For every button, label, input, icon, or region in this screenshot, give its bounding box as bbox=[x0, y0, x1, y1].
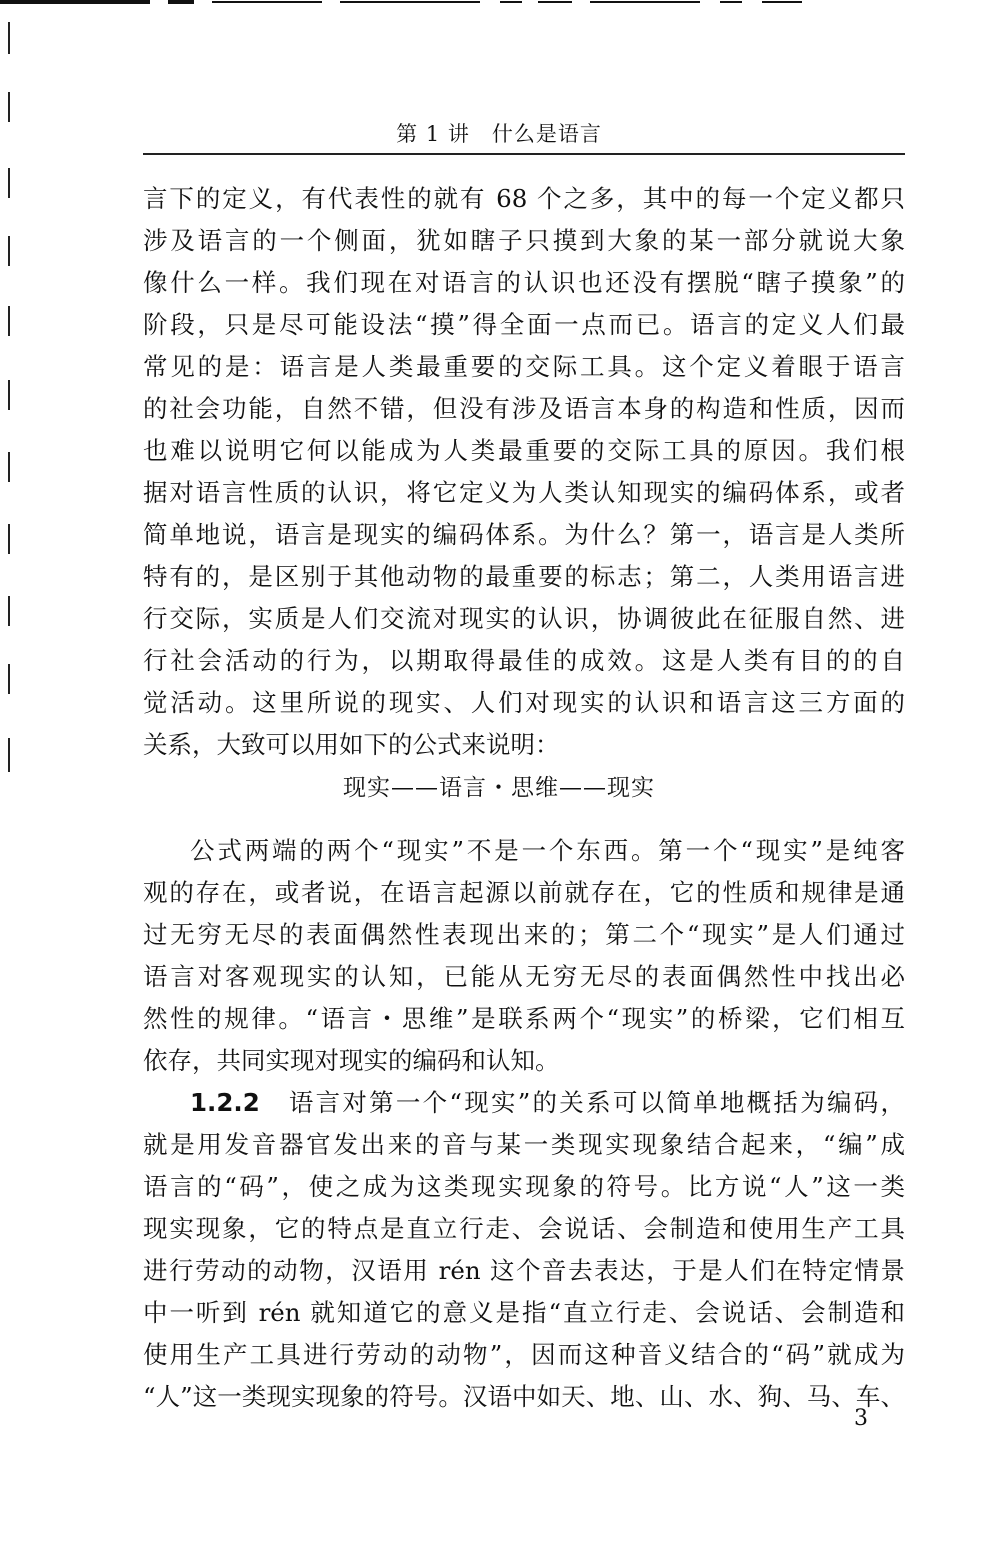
body-line: 中一听到 rén 就知道它的意义是指“直立行走、会说话、会制造和 bbox=[143, 1298, 905, 1327]
scan-edge-left bbox=[8, 236, 10, 266]
body-line: 然性的规律。“语言・思维”是联系两个“现实”的桥梁，它们相互 bbox=[143, 1004, 905, 1033]
body-line: 据对语言性质的认识，将它定义为人类认知现实的编码体系，或者 bbox=[143, 478, 905, 507]
body-line: 关系，大致可以用如下的公式来说明： bbox=[143, 730, 560, 759]
body-line: 觉活动。这里所说的现实、人们对现实的认识和语言这三方面的 bbox=[143, 688, 905, 717]
formula: 现实——语言・思维——现实 bbox=[343, 775, 655, 801]
body-line: 进行劳动的动物，汉语用 rén 这个音去表达，于是人们在特定情景 bbox=[143, 1256, 905, 1285]
body-line: 观的存在，或者说，在语言起源以前就存在，它的性质和规律是通 bbox=[143, 878, 905, 907]
body-line: 的社会功能，自然不错，但没有涉及语言本身的构造和性质，因而 bbox=[143, 394, 905, 423]
section-number: 1.2.2 bbox=[190, 1088, 260, 1117]
body-line: 言下的定义，有代表性的就有 68 个之多，其中的每一个定义都只 bbox=[143, 184, 905, 213]
scan-edge-left bbox=[8, 380, 10, 410]
scan-edge-left bbox=[8, 524, 10, 554]
body-line: 行交际，实质是人们交流对现实的认识，协调彼此在征服自然、进 bbox=[143, 604, 905, 633]
scan-edge-left bbox=[8, 168, 10, 198]
body-line: 阶段，只是尽可能设法“摸”得全面一点而已。语言的定义人们最 bbox=[143, 310, 905, 339]
scan-edge-left bbox=[8, 596, 10, 626]
body-line: 简单地说，语言是现实的编码体系。为什么？第一，语言是人类所 bbox=[143, 520, 905, 549]
body-line: 语言的“码”，使之成为这类现实现象的符号。比方说“人”这一类 bbox=[143, 1172, 905, 1201]
body-line: “人”这一类现实现象的符号。汉语中如天、地、山、水、狗、马、车、 bbox=[143, 1382, 905, 1411]
body-line: 行社会活动的行为，以期取得最佳的成效。这是人类有目的的自 bbox=[143, 646, 905, 675]
body-line: 像什么一样。我们现在对语言的认识也还没有摆脱“瞎子摸象”的 bbox=[143, 268, 905, 297]
body-line: 公式两端的两个“现实”不是一个东西。第一个“现实”是纯客 bbox=[190, 836, 905, 865]
scan-edge-left bbox=[8, 306, 10, 336]
body-line: 涉及语言的一个侧面，犹如瞎子只摸到大象的某一部分就说大象 bbox=[143, 226, 905, 255]
body-line: 使用生产工具进行劳动的动物”，因而这种音义结合的“码”就成为 bbox=[143, 1340, 905, 1369]
running-header: 第 1 讲 什么是语言 bbox=[396, 122, 602, 146]
scan-edge-left bbox=[8, 22, 10, 54]
body-line: 也难以说明它何以能成为人类最重要的交际工具的原因。我们根 bbox=[143, 436, 905, 465]
body-line: 现实现象，它的特点是直立行走、会说话、会制造和使用生产工具 bbox=[143, 1214, 905, 1243]
body-line: 特有的，是区别于其他动物的最重要的标志；第二，人类用语言进 bbox=[143, 562, 905, 591]
header-rule bbox=[143, 153, 905, 155]
body-line: 就是用发音器官发出来的音与某一类现实现象结合起来，“编”成 bbox=[143, 1130, 905, 1159]
scan-edge-left bbox=[8, 664, 10, 694]
page-number: 3 bbox=[854, 1406, 868, 1431]
body-line: 依存，共同实现对现实的编码和认知。 bbox=[143, 1046, 560, 1075]
body-line: 语言对客观现实的认知，已能从无穷无尽的表面偶然性中找出必 bbox=[143, 962, 905, 991]
scan-edge-left bbox=[8, 738, 10, 772]
scan-edge-left bbox=[8, 452, 10, 482]
scan-edge-top bbox=[0, 0, 998, 14]
section-first-line bbox=[190, 1082, 905, 1124]
section-first-text: 语言对第一个“现实”的关系可以简单地概括为编码， bbox=[288, 1088, 905, 1117]
body-line: 过无穷无尽的表面偶然性表现出来的；第二个“现实”是人们通过 bbox=[143, 920, 905, 949]
body-line: 常见的是：语言是人类最重要的交际工具。这个定义着眼于语言 bbox=[143, 352, 905, 381]
